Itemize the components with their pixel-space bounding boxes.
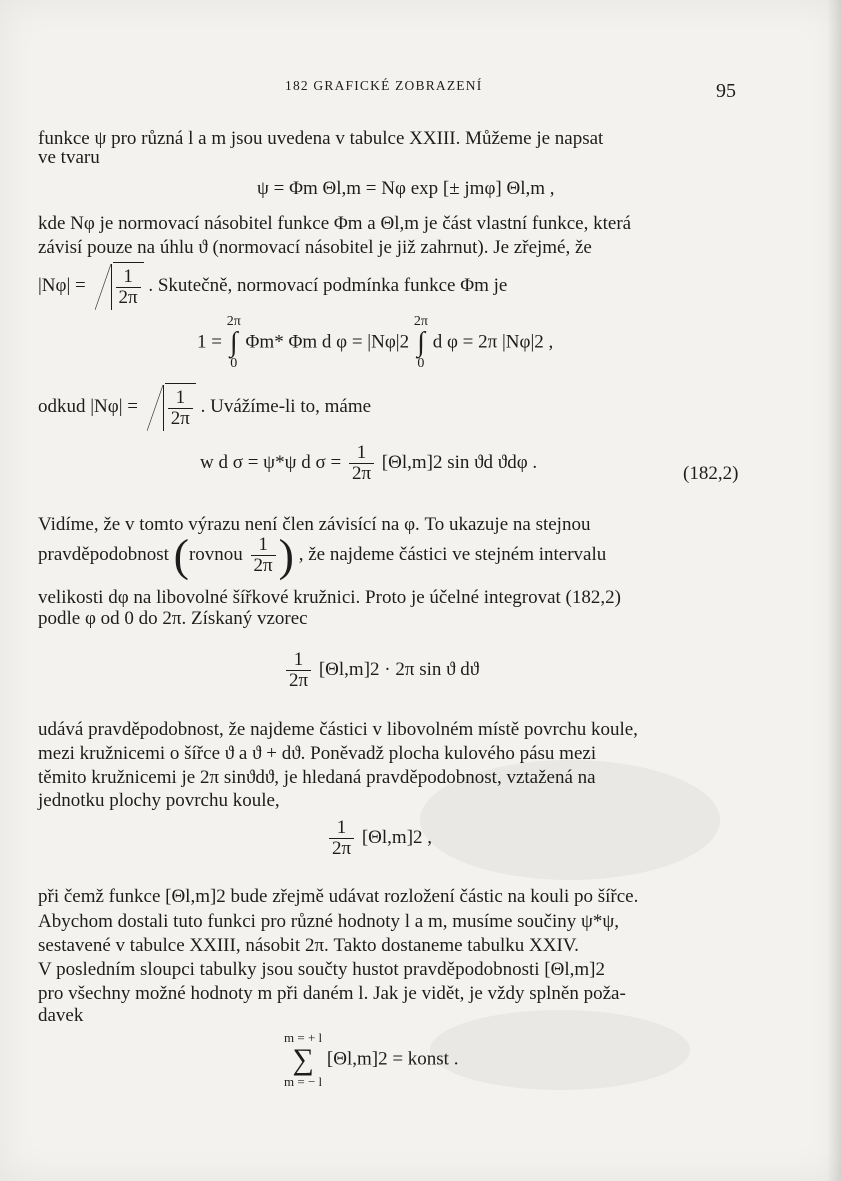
paragraph-line xyxy=(38,983,736,1005)
text-span: [Θl,m]2 sin ϑd ϑdφ . xyxy=(381,451,538,473)
paragraph-line: podle φ od 0 do 2π. Získaný vzorec xyxy=(38,608,308,629)
text-span: , že najdeme částici ve stejném intervalu xyxy=(298,544,607,565)
paragraph-line xyxy=(38,383,371,432)
paragraph-line xyxy=(38,935,736,957)
equation-3 xyxy=(200,443,537,484)
integral-sign: 2π ∫ 0 xyxy=(413,314,428,371)
integral-lower: 0 xyxy=(230,356,238,371)
integral-lower: 0 xyxy=(417,356,425,371)
equation-6 xyxy=(284,1030,458,1090)
equation-4 xyxy=(283,650,479,691)
text-span: [Θl,m]2 , xyxy=(361,826,433,848)
summation-sign: m = + l ∑ m = − l xyxy=(284,1030,323,1089)
paragraph-line: velikosti dφ na libovolné šířkové kružnici. Proto je účelné integrovat (182,2) xyxy=(38,587,621,608)
fraction xyxy=(329,818,354,859)
fraction-denominator: 2π xyxy=(253,555,273,577)
text-span: funkce ψ pro různá l a m jsou uvedena v tabulce XXIII. Můžeme je napsat xyxy=(38,128,604,149)
text-span: . Uvážíme-li to, máme xyxy=(200,396,372,417)
integral-upper: 2π xyxy=(226,314,241,329)
fraction-numerator: 1 xyxy=(286,650,311,671)
text-span: pro všechny možné hodnoty m při daném l. Jak je vidět, je vždy splněn poža- xyxy=(38,983,626,1004)
text-span: pravděpodobnost xyxy=(38,544,169,565)
paragraph-line xyxy=(38,911,736,933)
paragraph-line xyxy=(38,743,736,765)
text-span: 1 = xyxy=(197,331,222,353)
fraction-denominator: 2π xyxy=(332,838,352,859)
fraction-denominator: 2π xyxy=(118,287,138,309)
text-span: odkud |Nφ| = xyxy=(38,396,139,417)
paragraph-line xyxy=(38,262,507,311)
text-span: těmito kružnicemi je 2π sinϑdϑ, je hledaná pravděpodobnost, vztažená na xyxy=(38,767,596,788)
text-span: rovnou xyxy=(188,544,243,565)
sqrt-expression xyxy=(95,262,144,311)
paragraph-line xyxy=(38,128,736,150)
scan-smudge xyxy=(430,1010,690,1090)
paragraph-line: davek xyxy=(38,1005,84,1026)
equation-2 xyxy=(197,314,553,372)
text-span: w d σ = ψ*ψ d σ = xyxy=(200,451,342,473)
paragraph-line xyxy=(38,719,736,741)
text-span: při čemž funkce [Θl,m]2 bude zřejmě udávat rozložení částic na kouli po šířce. xyxy=(38,886,639,907)
right-paren: ) xyxy=(278,529,294,581)
page-right-shadow xyxy=(827,0,841,1181)
paragraph-line xyxy=(38,767,736,789)
text-span: [Θl,m]2 = konst . xyxy=(326,1048,459,1070)
equation-5 xyxy=(326,818,432,859)
text-span: Vidíme, že v tomto výrazu není člen závisící na φ. To ukazuje na stejnou xyxy=(38,514,591,535)
fraction xyxy=(251,535,276,576)
text-span: udává pravděpodobnost, že najdeme částici v libovolném místě povrchu koule, xyxy=(38,719,638,740)
fraction-denominator: 2π xyxy=(289,670,309,691)
fraction xyxy=(286,650,311,691)
fraction-numerator: 1 xyxy=(349,443,374,464)
text-span: d φ = 2π |Nφ|2 , xyxy=(432,331,554,353)
paragraph-line: závisí pouze na úhlu ϑ (normovací násobitel je již zahrnut). Je zřejmé, že xyxy=(38,237,592,258)
text-span: [Θl,m]2 · 2π sin ϑ dϑ xyxy=(318,658,480,680)
text-span: V posledním sloupci tabulky jsou součty hustot pravděpodobnosti [Θl,m]2 xyxy=(38,959,605,980)
integral-upper: 2π xyxy=(413,314,428,329)
paragraph-line: jednotku plochy povrchu koule, xyxy=(38,790,280,811)
text-span: Abychom dostali tuto funkci pro různé hodnoty l a m, musíme součiny ψ*ψ, xyxy=(38,911,620,932)
paragraph-line xyxy=(38,530,606,581)
text-span: mezi kružnicemi o šířce ϑ a ϑ + dϑ. Poněvadž plocha kulového pásu mezi xyxy=(38,743,597,764)
text-span: sestavené v tabulce XXIII, násobit 2π. Takto dostaneme tabulku XXIV. xyxy=(38,935,579,956)
sqrt-expression xyxy=(147,383,196,432)
fraction-denominator: 2π xyxy=(170,408,190,430)
left-paren: ( xyxy=(173,529,189,581)
paragraph-line: kde Nφ je normovací násobitel funkce Φm a Θl,m je část vlastní funkce, která xyxy=(38,213,632,234)
paragraph-line xyxy=(38,959,736,981)
fraction-numerator: 1 xyxy=(116,267,141,288)
equation-number: (182,2) xyxy=(683,463,739,484)
fraction-numerator: 1 xyxy=(329,818,354,839)
fraction-numerator: 1 xyxy=(251,535,276,556)
integral-sign: 2π ∫ 0 xyxy=(226,314,241,371)
paragraph-line: ve tvaru xyxy=(38,147,100,168)
equation-1: ψ = Φm Θl,m = Nφ exp [± jmφ] Θl,m , xyxy=(257,178,555,199)
text-span: Φm* Φm d φ = |Nφ|2 xyxy=(245,331,410,353)
fraction-numerator: 1 xyxy=(168,388,193,409)
fraction-denominator: 2π xyxy=(351,463,372,484)
sum-upper-limit: m = + l xyxy=(284,1030,323,1045)
fraction xyxy=(349,443,374,484)
paragraph-line xyxy=(38,886,736,908)
text-span: |Nφ| = xyxy=(38,275,86,296)
page-number: 95 xyxy=(716,80,736,102)
sum-lower-limit: m = − l xyxy=(284,1074,323,1089)
text-span: . Skutečně, normovací podmínka funkce Φm je xyxy=(148,275,508,296)
running-title: 182 GRAFICKÉ ZOBRAZENÍ xyxy=(285,78,483,93)
